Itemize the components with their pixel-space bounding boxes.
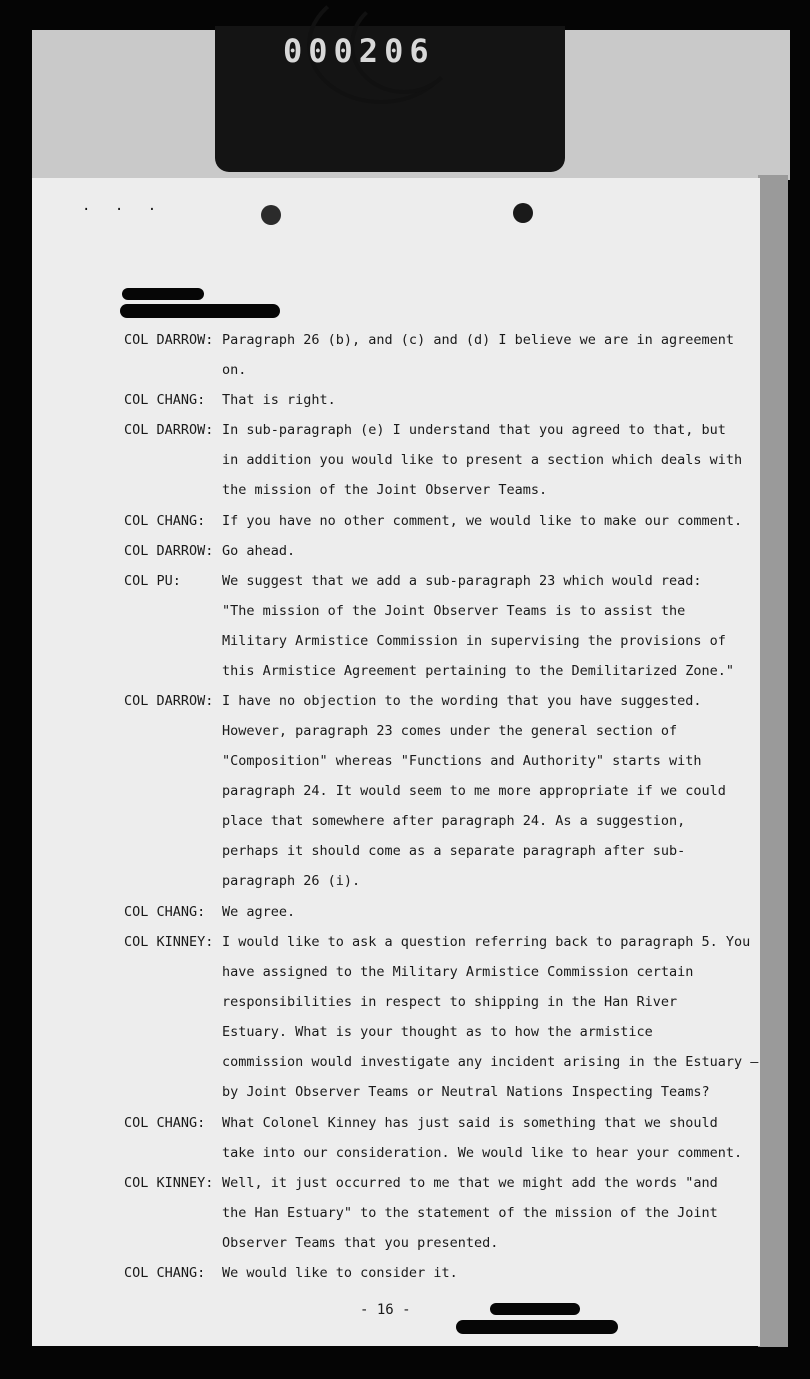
- speech-text: [222, 332, 735, 392]
- speech-line: We suggest that we add a sub-paragraph 23 which would read:: [222, 572, 702, 589]
- speaker-label: COL CHANG:: [124, 512, 206, 529]
- speech-line: We would like to consider it.: [222, 1265, 458, 1282]
- speech-line: I have no objection to the wording that you have suggested.: [222, 693, 702, 710]
- frame-counter-digits: 000206: [283, 32, 435, 70]
- speech-line: perhaps it should come as a separate paragraph after sub-: [222, 843, 686, 860]
- speech-line: I would like to ask a question referring back to paragraph 5. You: [222, 934, 751, 950]
- speech-line: In sub-paragraph (e) I understand that you agreed to that, but: [222, 422, 726, 439]
- speech-text: [222, 422, 743, 512]
- speech-line: have assigned to the Military Armistice Commission certain: [222, 964, 694, 980]
- speech-line: That is right.: [222, 392, 336, 409]
- speech-line: this Armistice Agreement pertaining to the Demilitarized Zone.": [222, 662, 735, 679]
- speaker-label: COL CHANG:: [124, 903, 206, 920]
- redaction-bar: [490, 1303, 580, 1315]
- speech-text: [222, 392, 722, 422]
- speech-line: commission would investigate any incident arising in the Estuary —: [222, 1054, 759, 1070]
- speech-line: "The mission of the Joint Observer Teams is to assist the: [222, 602, 686, 619]
- speaker-label: COL PU:: [124, 572, 181, 589]
- speech-line: by Joint Observer Teams or Neutral Nations Inspecting Teams?: [222, 1084, 710, 1100]
- page-marks: . . .: [82, 198, 165, 214]
- speech-line: paragraph 24. It would seem to me more appropriate if we could: [222, 783, 726, 800]
- speaker-label: COL KINNEY:: [124, 1174, 214, 1191]
- speaker-label: COL CHANG:: [124, 1114, 206, 1131]
- speech-line: What Colonel Kinney has just said is something that we should: [222, 1114, 718, 1131]
- speech-line: Paragraph 26 (b), and (c) and (d) I believe we are in agreement: [222, 332, 735, 348]
- speech-line: Military Armistice Commission in supervising the provisions of: [222, 632, 726, 649]
- speaker-label: COL DARROW:: [124, 542, 214, 559]
- speaker-label: COL CHANG:: [124, 1265, 206, 1282]
- speech-line: "Composition" whereas "Functions and Authority" starts with: [222, 753, 702, 770]
- speech-line: the mission of the Joint Observer Teams.: [222, 482, 548, 499]
- speech-line: Well, it just occurred to me that we might add the words "and: [222, 1174, 718, 1191]
- speech-text: [222, 572, 735, 693]
- speech-text: [222, 904, 722, 934]
- speech-line: take into our consideration. We would like to hear your comment.: [222, 1144, 743, 1161]
- speaker-label: COL CHANG:: [124, 392, 206, 409]
- speech-text: [222, 1114, 743, 1175]
- speech-text: [222, 1265, 722, 1295]
- speech-line: in addition you would like to present a section which deals with: [222, 452, 743, 469]
- speech-text: [222, 512, 743, 543]
- speaker-label: COL KINNEY:: [124, 934, 214, 950]
- speech-line: on.: [222, 362, 247, 378]
- speech-line: the Han Estuary" to the statement of the mission of the Joint: [222, 1204, 718, 1221]
- speech-line: However, paragraph 23 comes under the general section of: [222, 723, 678, 740]
- speech-text: [222, 934, 759, 1114]
- speech-text: [222, 693, 726, 903]
- speech-line: Go ahead.: [222, 542, 296, 559]
- speech-line: If you have no other comment, we would like to make our comment.: [222, 512, 743, 529]
- speech-line: responsibilities in respect to shipping in the Han River: [222, 994, 678, 1010]
- speech-line: Observer Teams that you presented.: [222, 1234, 499, 1251]
- speaker-label: COL DARROW:: [124, 422, 214, 439]
- page-number: - 16 -: [360, 1302, 411, 1318]
- speaker-label: COL DARROW:: [124, 332, 214, 348]
- speaker-label: COL DARROW:: [124, 693, 214, 710]
- speech-line: place that somewhere after paragraph 24. As a suggestion,: [222, 813, 686, 830]
- speech-text: [222, 1175, 722, 1265]
- speech-text: [222, 543, 722, 573]
- speech-line: paragraph 26 (i).: [222, 873, 361, 890]
- redaction-bar: [456, 1320, 618, 1334]
- speech-line: Estuary. What is your thought as to how the armistice: [222, 1024, 653, 1040]
- speech-line: We agree.: [222, 903, 296, 920]
